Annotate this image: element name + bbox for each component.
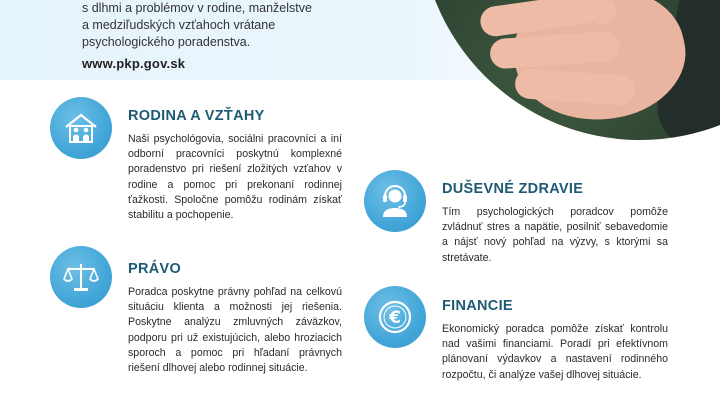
intro-text bbox=[82, 0, 382, 51]
section-text-family: Naši psychológovia, sociálni pracovníci a iní odborní pracovníci poskytnú komplexné poradenstvo pri riešení zložitých vzťahov v rodine a pomoc pri prekonaní rodinnej ťažkosti. Spoločne pomôžu rodinám získať stabilitu a pochopenie. bbox=[128, 133, 342, 222]
section-text-finance: Ekonomický poradca pomôže získať kontrolu nad vašimi financiami. Poradí pri efektívnom plánovaní výdavkov a nastavení rodinného rozpočtu, či analýze vašej dlhovej situácie. bbox=[442, 323, 668, 381]
section-text-law: Poradca poskytne právny pohľad na celkovú situáciu klienta a možnosti jej riešenia. Poskytne analýzu zmluvných záväzkov, podporu pri už existujúcich, alebo hroziacich sporoch a pomoc pri hľadaní právnych riešení dlhovej alebo rodinnej situácie. bbox=[128, 286, 342, 375]
family-home-icon bbox=[50, 97, 112, 159]
section-title-finance: FINANCIE bbox=[442, 298, 513, 314]
intro-line: s dlhmi a problémov v rodine, manželstve bbox=[82, 1, 312, 15]
section-title-law: PRÁVO bbox=[128, 261, 182, 277]
section-text-mental: Tím psychologických poradcov pomôže zvládnuť stres a napätie, posilniť sebavedomie a nájsť nový pohľad na výzvy, s ktorými sa stretávate. bbox=[442, 206, 668, 264]
intro-line: psychologického poradenstva. bbox=[82, 35, 251, 49]
headset-person-icon bbox=[364, 170, 426, 232]
svg-text:€: € bbox=[389, 308, 401, 328]
scales-icon bbox=[50, 246, 112, 308]
euro-coin-icon bbox=[364, 286, 426, 348]
section-title-family: RODINA A VZŤAHY bbox=[128, 108, 265, 124]
intro-line: a medziľudských vzťahoch vrátane bbox=[82, 18, 276, 32]
section-title-mental: DUŠEVNÉ ZDRAVIE bbox=[442, 181, 584, 197]
website-link[interactable]: www.pkp.gov.sk bbox=[82, 56, 186, 71]
